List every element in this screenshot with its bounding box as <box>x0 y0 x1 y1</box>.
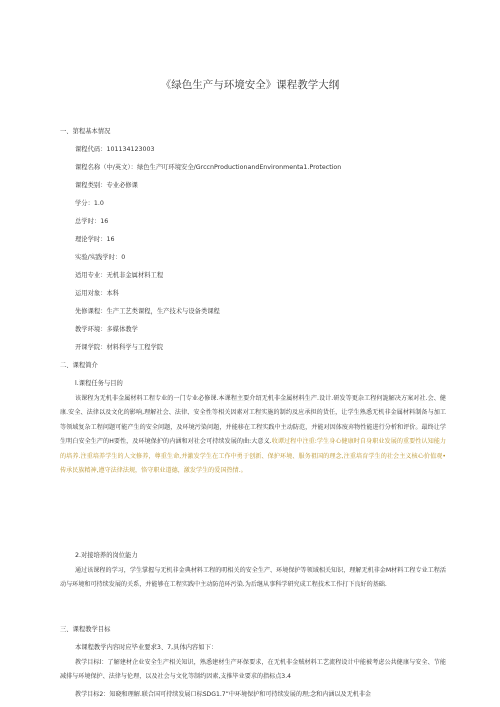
info-course-code: 课程代码：101134123003 <box>75 146 155 153</box>
section-heading-introduction: 二、课程简介 <box>60 362 98 369</box>
objective-1: 教学目标l：了解建材企业安全生产相关知识，熟悉建材生产环保要求，在无机非金贼材料工艺流程设计中能被考虑公共健康与安全、节能减排与环境保护、法律与伦理，以及社会与文化等制约因素,支推毕业要求的指标点3.4 <box>60 659 446 681</box>
paragraph-course-task <box>60 392 446 478</box>
subheading-course-task: l.课程任务与目的 <box>75 380 123 387</box>
info-audience: 运用对象：本科 <box>75 290 120 297</box>
info-teaching-environment: 教学环境：多媒体教学 <box>75 326 138 333</box>
info-theory-hours: 理论学时：16 <box>75 236 115 243</box>
objective-2: 教学目标2：知晓和理解.联合国可持续发展口标SDG1.7”中环境保护和可持续发展的理;念和内涵以及无机非金 <box>75 691 372 698</box>
info-prerequisites: 先修课程：生产工艺类课程，生产技术与设备类课程 <box>75 308 220 315</box>
paragraph-course-task-main: 该课程为无机非金属材料工程专业的一门专业必修课.本课程主要介绍无机非金属材料生产.设计.研发等更杂工程何詭解决方案对社.会、健康.安全、法律以及文化的影响,理解社会、法律、安全性等相关因素对工程实施的制约及应承担的货任，让学生熟悉无机非金属材料制备与加工等领域复杂工程问题可能产生的安全问题，及环境污染问題，并能移在工程实践中主动防范，并能对因体废弃物性能进行分析和评价。最终让学生明白安全生产的H要性，及环境保护的内涵和对社会可持续发展的曲:大意义. <box>60 395 446 446</box>
info-total-hours: 总学时：16 <box>75 218 109 225</box>
info-major: 适用专业：无机非金属材料工程 <box>75 272 164 279</box>
paragraph-course-task-highlight: 收谭过程中注重:学生身心健康时自身职业发展的重要性认知能力的培养.注重培养学生的人文修养，尊重生命,并激发学生在工作中勇于创新、保护环境、服务祖国的理念,注重培育学生的社会主义核心价值观•传承民族精神,遵守法律法规，恪守职业道德，激发学生的爱国热情.。 <box>60 438 446 475</box>
info-college: 开课学院：材料科学与工程学院 <box>75 344 164 351</box>
info-credits: 学分：1.0 <box>75 200 104 207</box>
section-heading-basic-info: 一、第程基本情况 <box>60 128 111 135</box>
subheading-job-ability: 2.对接培养的岗位能力 <box>75 552 138 559</box>
document-title: 《绿色生产与环境安全》课程教学大纲 <box>160 79 340 91</box>
info-course-category: 课程类别：专业必修课 <box>75 182 138 189</box>
paragraph-job-ability: 通过该课程的学习，学生掌握与无机非金典材料工程的叨相关的安全生产、环境保护等领域相关知识，理解无机非金M材料工程专业工程活动与环境和可持续发展的关系，并能够在工程实践中主动防范环污染.为后继从事科学研究成工程技术工作打下良好的基础. <box>60 567 446 589</box>
info-course-name: 课程名称（中/英文）：绿色生产叮环境安全/GrccnProductionandEnvironmenta1.Protection <box>75 164 342 171</box>
objectives-intro: 本课程教学内容时应毕业要求3、7,具体内容如下： <box>75 644 218 651</box>
section-heading-objectives: 三、课程教学目标 <box>60 626 111 633</box>
info-practice-hours: 实验/实践学时：0 <box>75 254 126 261</box>
